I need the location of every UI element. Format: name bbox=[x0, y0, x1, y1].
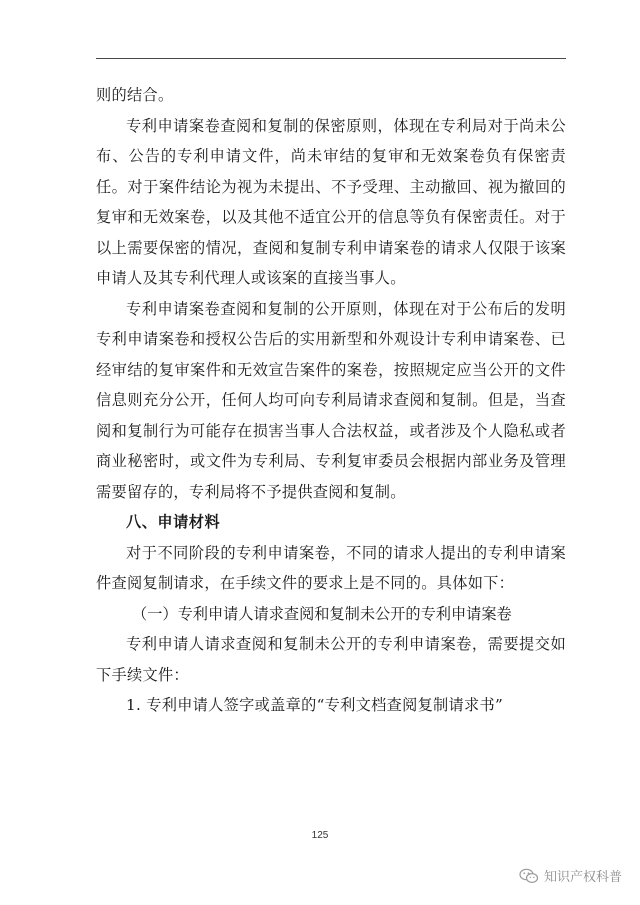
watermark-text: 知识产权科普 bbox=[543, 870, 622, 885]
paragraph: 对于不同阶段的专利申请案卷，不同的请求人提出的专利申请案件查阅复制请求，在手续文件的要求上是不同的。具体如下： bbox=[96, 543, 566, 592]
wechat-icon bbox=[519, 868, 539, 884]
page-number: 125 bbox=[311, 830, 329, 841]
paragraph: 则的结合。 bbox=[96, 86, 174, 104]
paragraph: 专利申请人请求查阅和复制未公开的专利申请案卷，需要提交如下手续文件： bbox=[96, 635, 566, 684]
page-body bbox=[96, 80, 566, 721]
paragraph: 专利申请案卷查阅和复制的保密原则，体现在专利局对于尚未公布、公告的专利申请文件，尚未审结的复审和无效案卷负有保密责任。对于案件结论为视为未提出、不予受理、主动撤回、视为撤回的复审和无效案卷，以及其他不适宜公开的信息等负有保密责任。对于以上需要保密的情况，查阅和复制专利申请案卷的请求人仅限于该案申请人及其专利代理人或该案的直接当事人。 bbox=[96, 116, 566, 287]
list-item: 1. 专利申请人签字或盖章的“专利文档查阅复制请求书” bbox=[126, 696, 504, 714]
header-rule bbox=[96, 58, 566, 59]
section-heading: 八、申请材料 bbox=[126, 513, 221, 531]
paragraph: 专利申请案卷查阅和复制的公开原则，体现在对于公布后的发明专利申请案卷和授权公告后的实用新型和外观设计专利申请案卷、已经审结的复审案件和无效宣告案件的案卷，按照规定应当公开的文件信息则充分公开，任何人均可向专利局请求查阅和复制。但是，当查阅和复制行为可能存在损害当事人合法权益，或者涉及个人隐私或者商业秘密时，或文件为专利局、专利复审委员会根据内部业务及管理需要留存的，专利局将不予提供查阅和复制。 bbox=[96, 299, 566, 501]
subsection-heading: （一）专利申请人请求查阅和复制未公开的专利申请案卷 bbox=[132, 604, 512, 623]
watermark bbox=[519, 866, 622, 885]
